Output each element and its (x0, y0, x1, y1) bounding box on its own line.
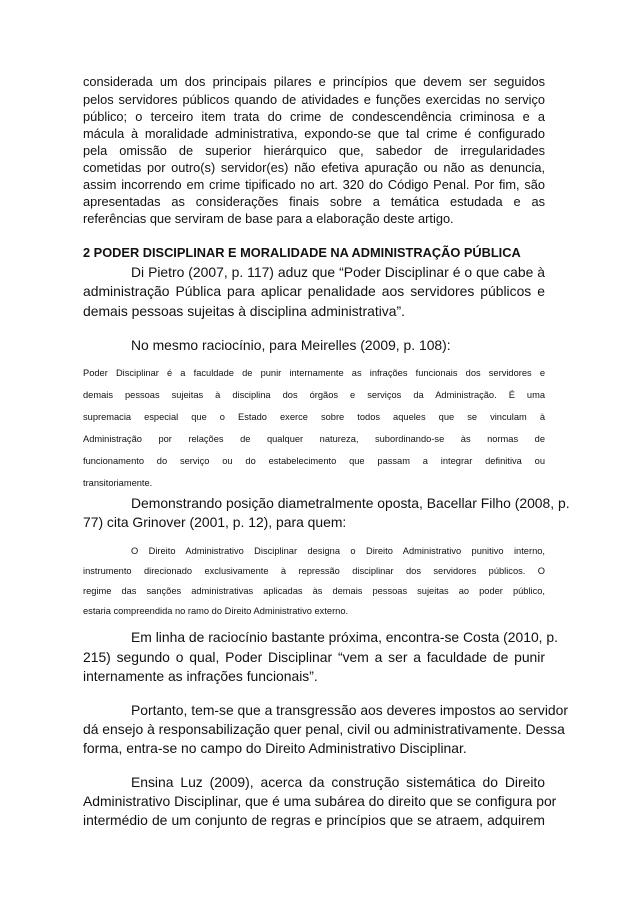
paragraph-line: demais pessoas sujeitas à disciplina administrativa”. (83, 303, 405, 319)
intro-line: assim incorrendo em crime tipificado no art. 320 do Código Penal. Por fim, são (83, 177, 545, 192)
intro-line: cometidas por outro(s) servidor(es) não efetiva apuração ou não as denuncia, (83, 160, 545, 175)
block-quote-line: estaria compreendida no ramo do Direito Administrativo externo. (83, 606, 349, 616)
block-quote-line: demais pessoas sujeitas à disciplina dos órgãos e serviços da Administração. É uma (83, 390, 545, 400)
intro-line: público; o terceiro item trata do crime de condescendência criminosa e a (83, 109, 545, 124)
block-quote-line: transitoriamente. (83, 478, 153, 488)
paragraph-line: 77) cita Grinover (2001, p. 12), para quem: (83, 514, 347, 530)
intro-line: considerada um dos principais pilares e princípios que devem ser seguidos (83, 74, 545, 89)
paragraph-line: No mesmo raciocínio, para Meirelles (2009, p. 108): (131, 337, 451, 353)
paragraph-line: Di Pietro (2007, p. 117) aduz que “Poder Disciplinar é o que cabe à (131, 264, 545, 280)
block-quote-line: instrumento direcionado exclusivamente à repressão disciplinar dos servidores públicos. O (83, 566, 545, 576)
block-quote-line: regime das sanções administrativas aplicadas às demais pessoas sujeitas ao poder público, (83, 586, 545, 596)
paragraph-line: forma, entra-se no campo do Direito Administrativo Disciplinar. (83, 740, 467, 756)
paragraph-line: dá ensejo à responsabilização quer penal, civil ou administrativamente. Dessa (83, 721, 565, 737)
block-quote-line: funcionamento do serviço ou do estabelecimento que passam a integrar definitiva ou (83, 456, 545, 466)
paragraph-line: Portanto, tem-se que a transgressão aos deveres impostos ao servidor (131, 702, 569, 718)
block-quote-line: Administração por relações de qualquer natureza, subordinando-se às normas de (83, 434, 545, 444)
paragraph-line: administração Pública para aplicar penalidade aos servidores públicos e (83, 283, 545, 299)
block-quote-line: O Direito Administrativo Disciplinar designa o Direito Administrativo punitivo interno, (131, 546, 545, 556)
section-heading: 2 PODER DISCIPLINAR E MORALIDADE NA ADMINISTRAÇÃO PÚBLICA (83, 245, 521, 260)
paragraph-line: intermédio de um conjunto de regras e princípios que se atraem, adquirem (83, 812, 545, 828)
block-quote-line: supremacia especial que o Estado exerce sobre todos aqueles que se vinculam à (83, 412, 545, 422)
intro-line: mácula à moralidade administrativa, expondo-se que tal crime é configurado (83, 126, 545, 141)
paragraph-line: Administrativo Disciplinar, que é uma subárea do direito que se configura por (83, 793, 557, 809)
paragraph-line: 215) segundo o qual, Poder Disciplinar “vem a ser a faculdade de punir (83, 649, 545, 665)
intro-line: referências que serviram de base para a elaboração deste artigo. (83, 211, 454, 226)
paragraph-line: internamente as infrações funcionais”. (83, 668, 318, 684)
paragraph-line: Ensina Luz (2009), acerca da construção sistemática do Direito (131, 774, 545, 790)
block-quote-line: Poder Disciplinar é a faculdade de punir internamente as infrações funcionais dos servidores e (83, 368, 545, 378)
intro-line: apresentadas as considerações finais sobre a temática estudada e as (83, 194, 545, 209)
paragraph-line: Em linha de raciocínio bastante próxima, encontra-se Costa (2010, p. (131, 629, 558, 645)
intro-line: pela omissão de superior hierárquico que, sabedor de irregularidades (83, 143, 545, 158)
paragraph-line: Demonstrando posição diametralmente oposta, Bacellar Filho (2008, p. (131, 495, 570, 511)
intro-line: pelos servidores públicos quando de atividades e funções exercidas no serviço (83, 92, 545, 107)
